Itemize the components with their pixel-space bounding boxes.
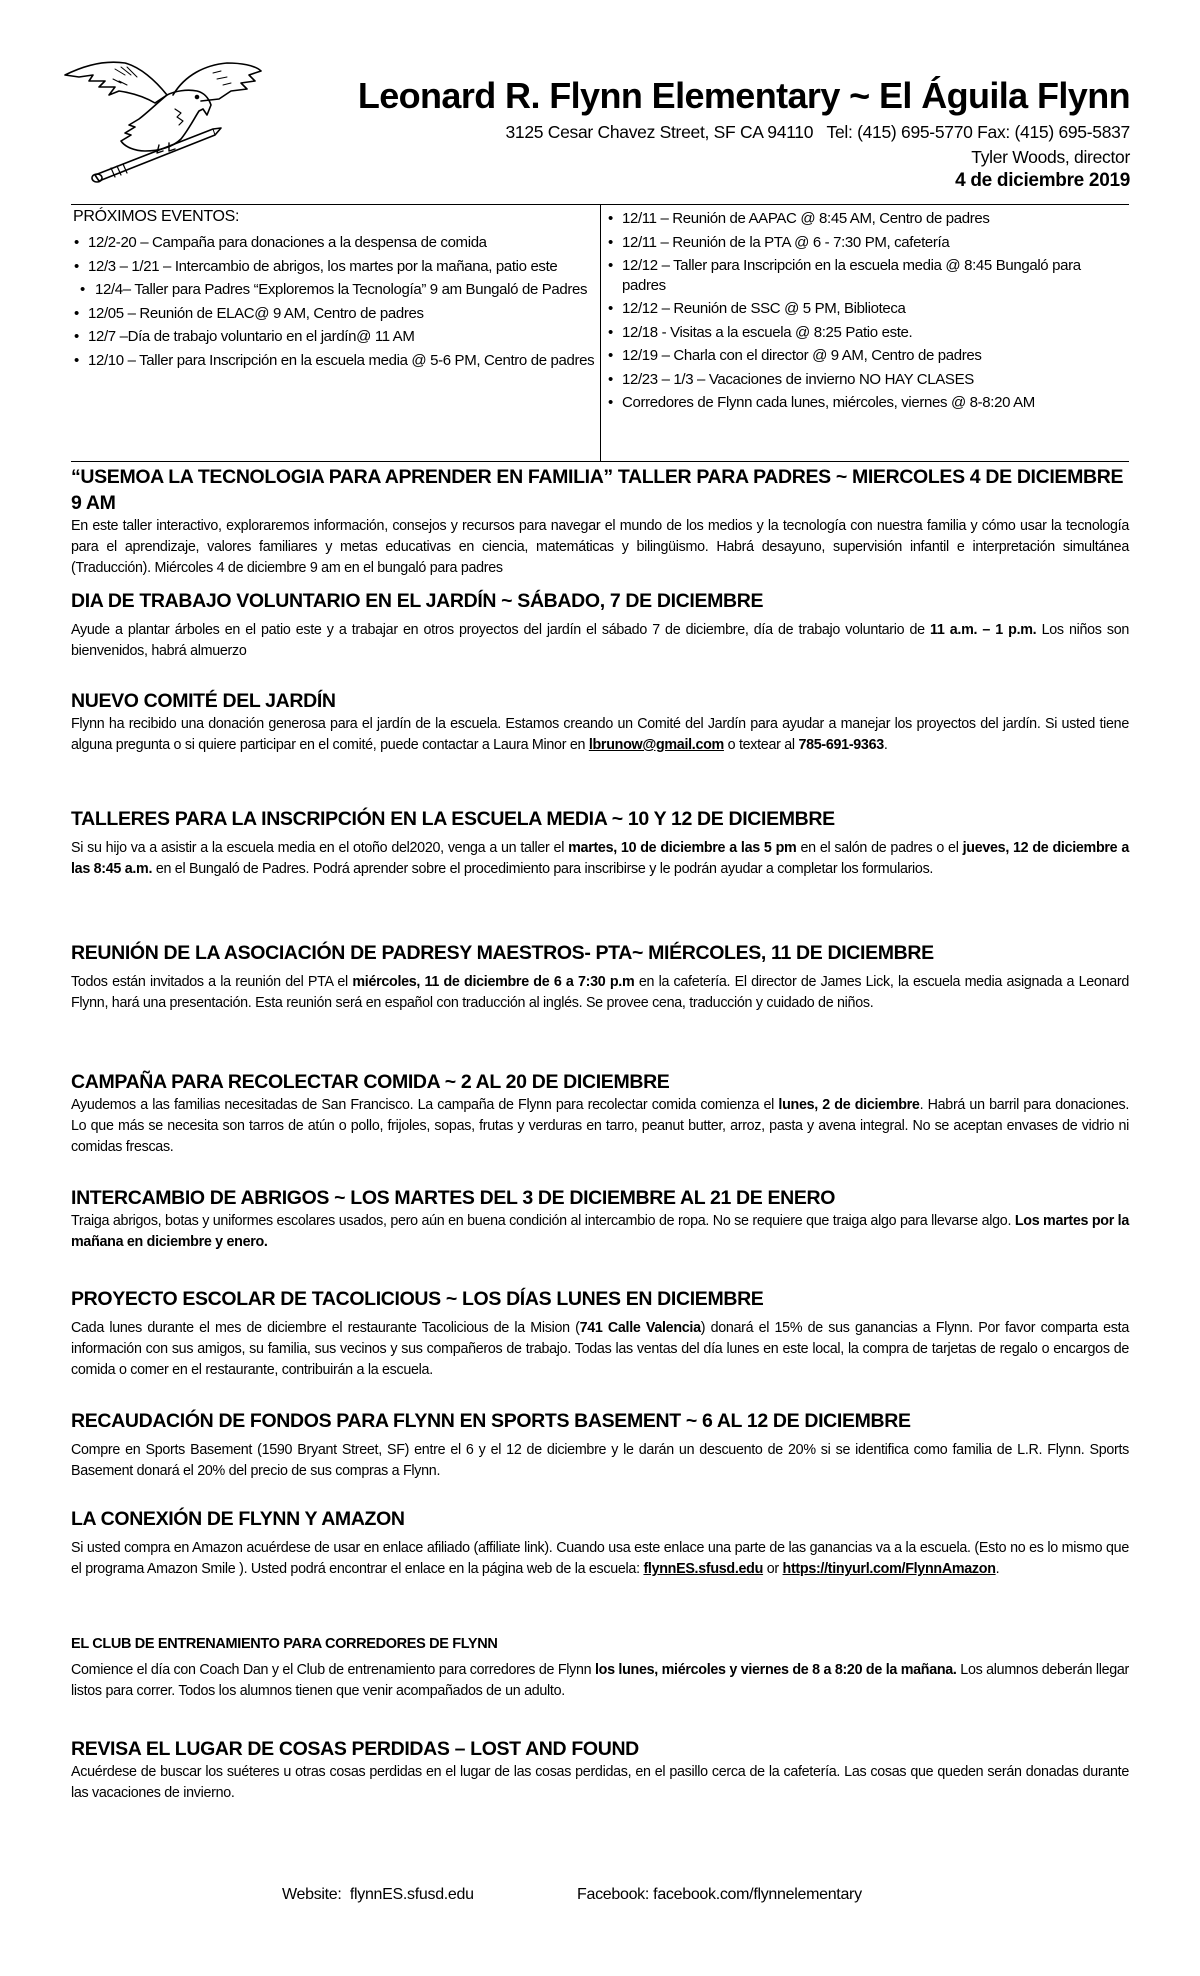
section-heading: RECAUDACIÓN DE FONDOS PARA FLYNN EN SPORTS BASEMENT ~ 6 AL 12 DE DICIEMBRE [71, 1410, 911, 1432]
event-item: • 12/18 - Visitas a la escuela @ 8:25 Patio este. [606, 323, 1126, 343]
body-text: . Habrá un barril para donaciones. Lo que más se necesita son tarros de atún o pollo, frijoles, sopas, frutas y verduras en tarro, peanut butter, arroz, pasta y avena integral. No se aceptan envases de vidrio ni comidas frescas. [71, 1097, 1129, 1155]
section-tech-workshop [71, 464, 1129, 579]
section-body [71, 714, 1129, 756]
event-item: • 12/7 –Día de trabajo voluntario en el jardín@ 11 AM [72, 327, 596, 347]
website-label: Website: [282, 1886, 342, 1903]
event-item: • Corredores de Flynn cada lunes, miércoles, viernes @ 8-8:20 AM [606, 393, 1126, 413]
event-item: • 12/23 – 1/3 – Vacaciones de invierno NO HAY CLASES [606, 370, 1126, 390]
events-list-left [72, 233, 596, 374]
body-bold-text: los lunes, miércoles y viernes de 8 a 8:20 de la mañana. [594, 1662, 957, 1678]
body-bold-text: lunes, 2 de diciembre [778, 1097, 920, 1113]
body-text: Flynn ha recibido una donación generosa para el jardín de la escuela. Estamos creando un Comité del Jardín para ayudar a manejar los proyectos del jardín. Si usted tiene alguna pregunta o si quiere participar en el comité, puede contactar a Laura Minor en [71, 716, 1129, 753]
event-item: • 12/10 – Taller para Inscripción en la escuela media @ 5-6 PM, Centro de padres [72, 351, 596, 371]
body-text: ) donará el 15% de sus ganancias a Flynn. Por favor comparta esta información con sus amigos, su familia, sus vecinos y sus compañeros de trabajo. Todas las ventas del día lunes en este local, la compra de tarjetas de regalo o encargos de comida o comer en el restaurante, contribuirán a la escuela. [71, 1320, 1129, 1378]
section-body: Acuérdese de buscar los suéteres u otras cosas perdidas en el lugar de las cosas perdidas, en el pasillo cerca de la cafetería. Las cosas que queden serán donadas durante las vacaciones de invierno. [71, 1764, 1129, 1801]
director-name: Tyler Woods, director [971, 147, 1130, 167]
section-body [71, 1095, 1129, 1158]
section-body [71, 972, 1129, 1014]
section-heading: CAMPAÑA PARA RECOLECTAR COMIDA ~ 2 AL 20 DE DICIEMBRE [71, 1071, 670, 1093]
email-link[interactable]: lbrunow@gmail.com [588, 737, 724, 753]
section-body [71, 838, 1129, 880]
body-text: Todos están invitados a la reunión del PTA el [71, 974, 353, 990]
footer-website [282, 1886, 474, 1904]
body-text: Los alumnos deberán llegar listos para correr. Todos los alumnos tienen que venir acompañados de un adulto. [71, 1662, 1129, 1699]
body-text: Comience el día con Coach Dan y el Club de entrenamiento para corredores de Flynn [71, 1662, 595, 1678]
section-heading: REUNIÓN DE LA ASOCIACIÓN DE PADRESY MAESTROS- PTA~ MIÉRCOLES, 11 DE DICIEMBRE [71, 942, 934, 964]
events-list-right [606, 209, 1126, 417]
section-heading: REVISA EL LUGAR DE COSAS PERDIDAS – LOST AND FOUND [71, 1738, 639, 1760]
body-bold-text: martes, 10 de diciembre a las 5 pm [568, 840, 797, 856]
body-text: Ayudemos a las familias necesitadas de San Francisco. La campaña de Flynn para recolectar comida comienza el [71, 1097, 779, 1113]
body-text: en el Bungaló de Padres. Podrá aprender sobre el procedimiento para inscribirse y le podrán ayudar a completar los formularios. [152, 861, 934, 877]
school-address: 3125 Cesar Chavez Street, SF CA 94110 Tel: (415) 695-5770 Fax: (415) 695-5837 [505, 122, 1130, 142]
event-item: • 12/19 – Charla con el director @ 9 AM, Centro de padres [606, 346, 1126, 366]
body-bold-text: jueves, 12 de diciembre a las 8:45 a.m. [71, 840, 1129, 877]
eagle-icon [55, 55, 265, 183]
section-food-drive [71, 1069, 1129, 1158]
section-body: En este taller interactivo, exploraremos información, consejos y recursos para navegar el mundo de los medios y la tecnología con nuestra familia y cómo usar la tecnología para el aprendizaje, valores familiares y metas educativas en ciencia, matemáticas y bilingüismo. Habrá desayuno, supervisión infantil e interpretación simultánea (Traducción). Miércoles 4 de diciembre 9 am en el bungaló para padres [71, 518, 1129, 576]
section-body [71, 1538, 1129, 1580]
event-item: • 12/05 – Reunión de ELAC@ 9 AM, Centro de padres [72, 304, 596, 324]
body-text: . [995, 1561, 1000, 1577]
section-lost-and-found [71, 1736, 1129, 1804]
section-garden-committee [71, 688, 1129, 756]
section-runners-club [71, 1634, 1129, 1702]
body-bold-text: miércoles, 11 de diciembre de 6 a 7:30 p.m [352, 974, 635, 990]
facebook-link[interactable]: facebook.com/flynnelementary [653, 1886, 862, 1903]
section-heading: INTERCAMBIO DE ABRIGOS ~ LOS MARTES DEL 3 DE DICIEMBRE AL 21 DE ENERO [71, 1187, 836, 1209]
body-text: o textear al [723, 737, 799, 753]
events-column-divider [600, 205, 601, 461]
event-item: • 12/4– Taller para Padres “Exploremos la Tecnología” 9 am Bungaló de Padres [72, 280, 596, 300]
section-volunteer-day [71, 588, 1129, 662]
section-body [71, 1211, 1129, 1253]
section-body [71, 1318, 1129, 1381]
body-text: . [883, 737, 888, 753]
section-heading: TALLERES PARA LA INSCRIPCIÓN EN LA ESCUELA MEDIA ~ 10 Y 12 DE DICIEMBRE [71, 808, 835, 830]
section-heading: DIA DE TRABAJO VOLUNTARIO EN EL JARDÍN ~ SÁBADO, 7 DE DICIEMBRE [71, 590, 764, 612]
amazon-affiliate-link[interactable]: https://tinyurl.com/FlynnAmazon [782, 1561, 996, 1577]
body-bold-text: Los martes por la mañana en diciembre y enero. [71, 1213, 1129, 1250]
body-text: Si su hijo va a asistir a la escuela media en el otoño del2020, venga a un taller el [71, 840, 569, 856]
body-text: Traiga abrigos, botas y uniformes escolares usados, pero aún en buena condición al intercambio de ropa. No se requiere que traiga algo para llevarse algo. [71, 1213, 1015, 1229]
section-heading: NUEVO COMITÉ DEL JARDÍN [71, 690, 336, 712]
body-text: or [763, 1561, 783, 1577]
section-heading: LA CONEXIÓN DE FLYNN Y AMAZON [71, 1508, 405, 1530]
body-text: en la cafetería. El director de James Lick, la escuela media asignada a Leonard Flynn, hará una presentación. Esta reunión será en español con traducción al inglés. Se provee cena, traducción y cuidado de niños. [71, 974, 1129, 1011]
body-bold-text: 11 a.m. – 1 p.m. [930, 622, 1037, 638]
section-heading: PROYECTO ESCOLAR DE TACOLICIOUS ~ LOS DÍAS LUNES EN DICIEMBRE [71, 1288, 764, 1310]
section-middle-school-workshops [71, 806, 1129, 880]
section-coat-exchange [71, 1185, 1129, 1253]
event-item: • 12/2-20 – Campaña para donaciones a la despensa de comida [72, 233, 596, 253]
event-item: • 12/3 – 1/21 – Intercambio de abrigos, los martes por la mañana, patio este [72, 257, 596, 277]
body-text: en el salón de padres o el [796, 840, 963, 856]
body-bold-text: 741 Calle Valencia [579, 1320, 701, 1336]
phone-number: 785-691-9363 [798, 737, 884, 753]
facebook-label: Facebook: [577, 1886, 650, 1903]
event-item: • 12/12 – Reunión de SSC @ 5 PM, Biblioteca [606, 299, 1126, 319]
footer-facebook [577, 1886, 862, 1904]
upcoming-events-title: PRÓXIMOS EVENTOS: [73, 208, 240, 225]
section-body: Compre en Sports Basement (1590 Bryant Street, SF) entre el 6 y el 12 de diciembre y le darán un descuento de 20% si se identifica como familia de L.R. Flynn. Sports Basement donará el 20% del precio de sus compras a Flynn. [71, 1442, 1129, 1479]
section-heading: “USEMOA LA TECNOLOGIA PARA APRENDER EN FAMILIA” TALLER PARA PADRES ~ MIERCOLES 4 DE DICIEMBRE 9 AM [71, 466, 1124, 514]
school-title: Leonard R. Flynn Elementary ~ El Águila Flynn [357, 75, 1130, 116]
events-bottom-rule [71, 461, 1129, 462]
section-pta-meeting [71, 940, 1129, 1014]
section-body [71, 620, 1129, 662]
body-text: Si usted compra en Amazon acuérdese de usar en enlace afiliado (affiliate link). Cuando usa este enlace una parte de las ganancias va a la escuela. (Esto no es lo mismo que el programa Amazon Smile ). Usted podrá encontrar el enlace en la página web de la escuela: [71, 1540, 1129, 1577]
section-body [71, 1660, 1129, 1702]
school-logo-eagle [55, 55, 265, 183]
section-heading: EL CLUB DE ENTRENAMIENTO PARA CORREDORES DE FLYNN [71, 1636, 498, 1652]
section-tacolicious [71, 1286, 1129, 1381]
body-text: Cada lunes durante el mes de diciembre el restaurante Tacolicious de la Mision ( [71, 1320, 580, 1336]
section-amazon [71, 1506, 1129, 1580]
body-text: Ayude a plantar árboles en el patio este y a trabajar en otros proyectos del jardín el sábado 7 de diciembre, día de trabajo voluntario de [71, 622, 931, 638]
school-website-link[interactable]: flynnES.sfusd.edu [643, 1561, 764, 1577]
event-item: • 12/11 – Reunión de AAPAC @ 8:45 AM, Centro de padres [606, 209, 1126, 229]
event-item: • 12/12 – Taller para Inscripción en la escuela media @ 8:45 Bungaló para padres [606, 256, 1126, 295]
section-sports-basement [71, 1408, 1129, 1482]
event-item: • 12/11 – Reunión de la PTA @ 6 - 7:30 PM, cafetería [606, 233, 1126, 253]
newsletter-date: 4 de diciembre 2019 [955, 170, 1130, 191]
website-link[interactable]: flynnES.sfusd.edu [349, 1886, 474, 1903]
body-text: Los niños son bienvenidos, habrá almuerzo [71, 622, 1130, 659]
